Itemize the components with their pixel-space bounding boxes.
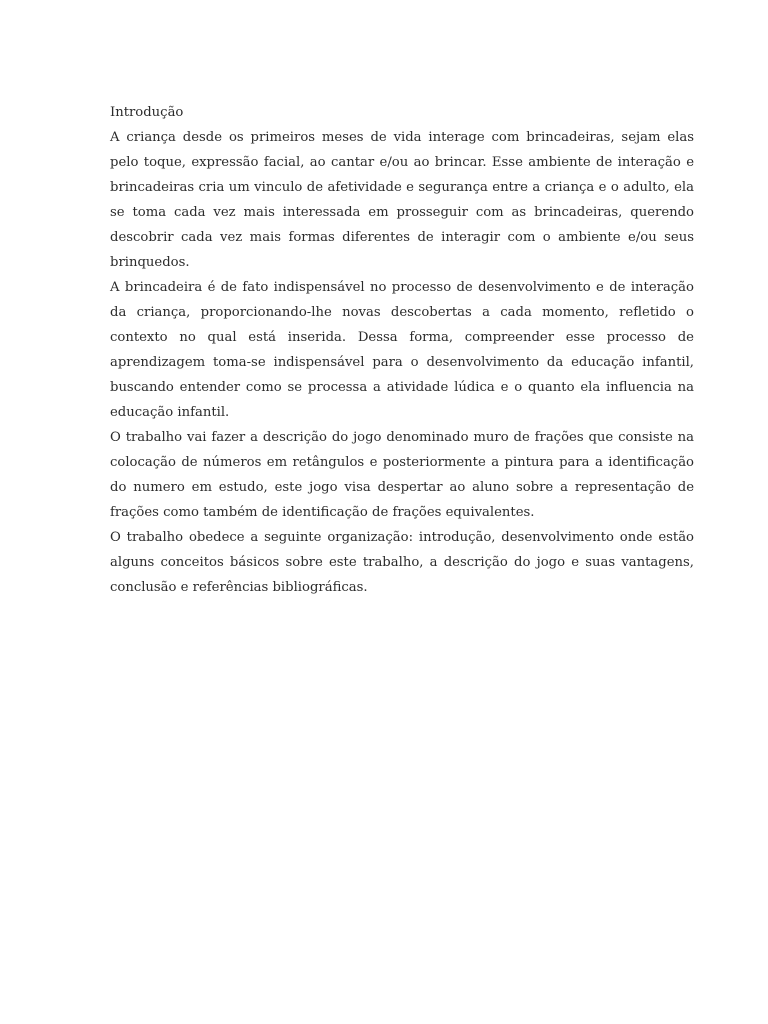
paragraph-3: O trabalho vai fazer a descrição do jogo denominado muro de frações que consiste na colocação de números em retângulos e posteriormente a pintura para a identificação do numero em estudo, este jogo visa despertar ao aluno sobre a representação de frações como também de identificação de frações equivalentes.	[110, 430, 694, 520]
paragraph-2: A brincadeira é de fato indispensável no processo de desenvolvimento e de interação da criança, proporcionando-lhe novas descobertas a cada momento, refletido o contexto no qual está inserida. Dessa forma, compreender esse processo de aprendizagem toma-se indispensável para o desenvolvimento da educação infantil, buscando entender como se processa a atividade lúdica e o quanto ela influencia na educação infantil.	[110, 280, 694, 420]
document-body	[110, 100, 694, 600]
paragraph-4: O trabalho obedece a seguinte organização: introdução, desenvolvimento onde estão alguns conceitos básicos sobre este trabalho, a descrição do jogo e suas vantagens, conclusão e referências bibliográficas.	[110, 530, 694, 595]
paragraph-1: A criança desde os primeiros meses de vida interage com brincadeiras, sejam elas pelo toque, expressão facial, ao cantar e/ou ao brincar. Esse ambiente de interação e brincadeiras cria um vinculo de afetividade e segurança entre a criança e o adulto, ela se toma cada vez mais interessada em prosseguir com as brincadeiras, querendo descobrir cada vez mais formas diferentes de interagir com o ambiente e/ou seus brinquedos.	[110, 130, 694, 270]
section-heading: Introdução	[110, 105, 184, 120]
